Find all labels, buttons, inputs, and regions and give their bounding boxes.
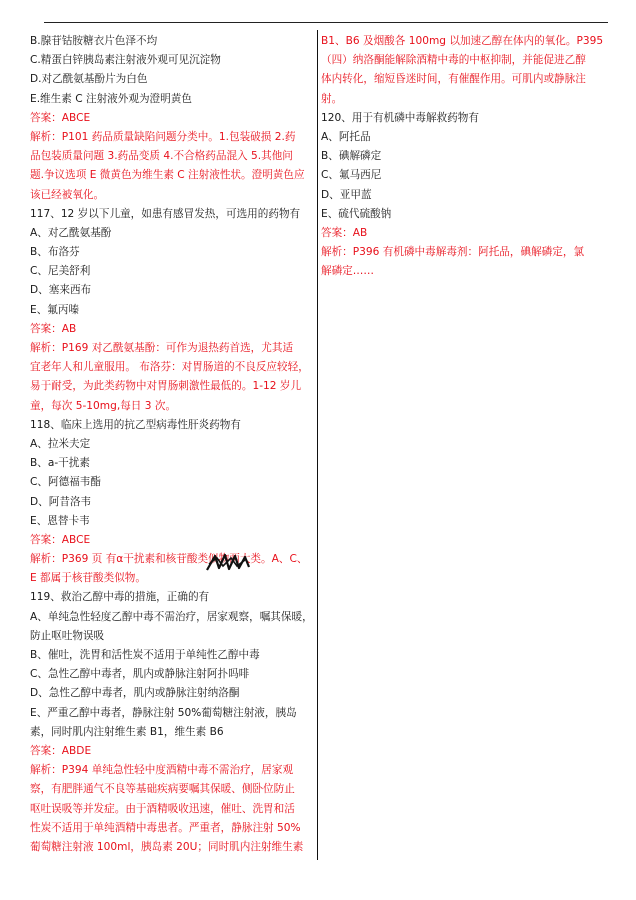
q119-option-line: C、急性乙醇中毒者，肌内或静脉注射阿扑吗啡 (30, 668, 250, 681)
q120-option-e: E、硫代硫酸钠 (321, 207, 392, 220)
q117-option-d: D、塞来西布 (30, 284, 92, 297)
q118-option-c: C、阿德福韦酯 (30, 476, 101, 489)
q119-option-line: A、单纯急性轻度乙醇中毒不需治疗，居家观察，嘱其保暖， (30, 610, 313, 623)
q119-analysis-continued: 射。 (321, 92, 343, 105)
q118-option-b: B、a-干扰素 (30, 457, 90, 470)
left-column (30, 32, 314, 857)
q116-analysis-line: 解析：P101 药品质量缺陷问题分类中。1.包装破损 2.药 (30, 130, 296, 143)
q119-analysis-line: 葡萄糖注射液 100ml，胰岛素 20U；同时肌内注射维生素 (30, 840, 304, 853)
q119-option-line: 素，同时肌内注射维生素 B1，维生素 B6 (30, 725, 224, 738)
q119-analysis-continued: B1、B6 及烟酸各 100mg 以加速乙醇在体内的氧化。P395 (321, 35, 604, 47)
q119-option-line: B、催吐，洗胃和活性炭不适用于单纯性乙醇中毒 (30, 649, 260, 661)
q117-stem: 117、12 岁以下儿童，如患有感冒发热，可选用的药物有 (30, 207, 301, 220)
q116-answer: 答案：ABCE (30, 111, 91, 124)
q116-option-d: D.对乙酰氨基酚片为白色 (30, 73, 148, 86)
q116-option-b: B.腺苷钴胺糖衣片色泽不均 (30, 35, 158, 47)
q117-analysis-line: 易于耐受，为此类药物中对胃肠刺激性最低的。1-12 岁儿 (30, 380, 302, 393)
q118-stem: 118、临床上选用的抗乙型病毒性肝炎药物有 (30, 418, 241, 431)
column-divider (317, 30, 318, 860)
right-column (321, 32, 611, 281)
q119-stem: 119、救治乙醇中毒的措施，正确的有 (30, 591, 210, 604)
q119-analysis-line: 性炭不适用于单纯酒精中毒患者。严重者，静脉注射 50% (30, 821, 301, 834)
q119-analysis-line: 察，有肥胖通气不良等基础疾病要嘱其保暖、侧卧位防止 (30, 783, 295, 796)
q120-answer: 答案：AB (321, 226, 368, 239)
q117-analysis-line: 解析：P169 对乙酰氨基酚：可作为退热药首选，尤其适 (30, 342, 294, 354)
q120-analysis-line: 解磷定…… (321, 265, 374, 278)
q119-option-line: D、急性乙醇中毒者，肌内或静脉注射纳洛酮 (30, 687, 240, 700)
q118-option-d: D、阿昔洛韦 (30, 495, 92, 508)
q118-option-e: E、恩替卡韦 (30, 514, 90, 527)
q120-option-d: D、亚甲蓝 (321, 188, 372, 201)
q116-analysis-line: 题.争议选项 E 微黄色为维生素 C 注射液性状。澄明黄色应 (30, 169, 305, 182)
q117-option-b: B、布洛芬 (30, 246, 80, 259)
q118-option-a: A、拉米夫定 (30, 437, 91, 450)
q119-option-line: E、严重乙醇中毒者，静脉注射 50%葡萄糖注射液，胰岛 (30, 706, 297, 719)
q120-option-c: C、氟马西尼 (321, 169, 382, 182)
q117-analysis-line: 宜老年人和儿童服用。 布洛芬：对胃肠道的不良反应较轻， (30, 361, 309, 374)
q119-analysis-line: 呕吐误吸等并发症。由于酒精吸收迅速，催吐、洗胃和活 (30, 802, 295, 815)
q118-analysis-line: E 都属于核苷酸类似物。 (30, 572, 146, 585)
q119-answer: 答案：ABDE (30, 744, 92, 757)
q117-answer: 答案：AB (30, 322, 77, 335)
q119-option-line: 防止呕吐物误吸 (30, 629, 105, 642)
q116-analysis-line: 该已经被氧化。 (30, 188, 105, 201)
q120-analysis-line: 解析：P396 有机磷中毒解毒剂：阿托品，碘解磷定，氯 (321, 246, 585, 259)
q117-option-a: A、对乙酰氨基酚 (30, 226, 112, 239)
q119-analysis-line: 解析：P394 单纯急性轻中度酒精中毒不需治疗，居家观 (30, 764, 294, 777)
q120-option-b: B、碘解磷定 (321, 150, 382, 163)
header-rule (44, 22, 608, 23)
q118-analysis-line: 解析：P369 页 有α干扰素和核苷酸类似物两大类。A、C、 (30, 553, 308, 566)
q117-option-e: E、氟丙嗪 (30, 303, 80, 316)
q117-analysis-line: 童，每次 5-10mg,每日 3 次。 (30, 399, 177, 412)
q120-stem: 120、用于有机磷中毒解救药物有 (321, 111, 479, 124)
q117-option-c: C、尼美舒利 (30, 265, 91, 278)
q116-analysis-line: 品包装质量问题 3.药品变质 4.不合格药品混入 5.其他问 (30, 150, 293, 163)
q116-option-e: E.维生素 C 注射液外观为澄明黄色 (30, 92, 192, 105)
q119-analysis-continued: 体内转化，缩短昏迷时间，有催醒作用。可肌内或静脉注 (321, 73, 586, 86)
q120-option-a: A、阿托品 (321, 130, 371, 143)
q116-option-c: C.精蛋白锌胰岛素注射液外观可见沉淀物 (30, 54, 221, 67)
q119-analysis-continued: （四）纳洛酮能解除酒精中毒的中枢抑制，并能促进乙醇 (321, 54, 586, 67)
scribble-mark (205, 552, 251, 574)
q118-answer: 答案：ABCE (30, 533, 91, 546)
